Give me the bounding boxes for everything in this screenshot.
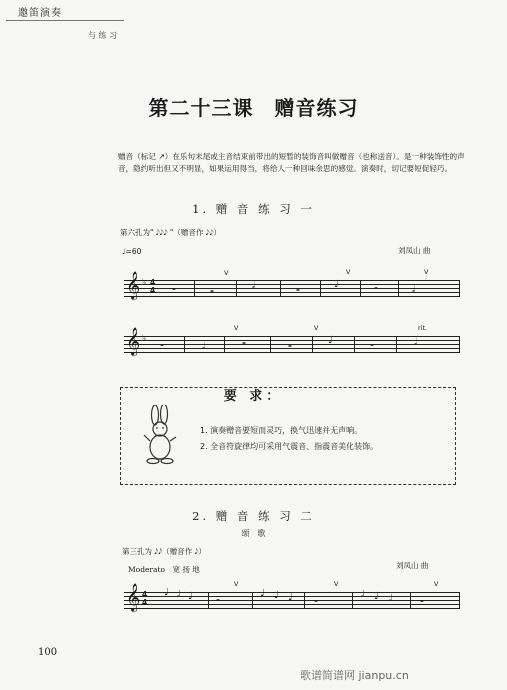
exercise2-title: 2. 赠 音 练 习 二 <box>192 509 315 523</box>
note: ♩ <box>260 588 265 599</box>
note: 𝅝 <box>216 593 220 604</box>
note: ♩ <box>164 587 169 598</box>
breath-mark: V <box>314 324 319 332</box>
note: 𝅝 <box>374 281 378 292</box>
note: ♩ <box>334 279 339 290</box>
note: 𝅝 <box>314 594 318 605</box>
breath-mark: V <box>334 580 339 588</box>
treble-clef-icon: 𝄞 <box>126 271 141 299</box>
note: ♩ <box>274 590 279 601</box>
staff-1 <box>124 268 460 299</box>
note: ♩ <box>328 335 333 346</box>
requirement-item: 1. 演奏赠音要短而灵巧，换气迅速并无声响。 <box>200 426 363 435</box>
exercise1-tempo: ♩=60 <box>122 247 142 256</box>
note: 𝅝 <box>420 594 424 605</box>
lesson-title: 第二十三课 赠音练习 <box>148 96 359 120</box>
note: ♩ <box>374 591 379 602</box>
exercise2-fingering: 第三孔为 𝅘𝅥𝅮𝅘𝅥𝅮（赠音作 𝅘𝅥𝅮） <box>122 547 206 556</box>
note: ♩ <box>188 591 193 602</box>
book-title: 邀笛演奏 <box>18 8 62 19</box>
note: ♩ <box>360 589 365 600</box>
requirements-title: 要 求： <box>223 389 284 404</box>
breath-mark: V <box>234 580 239 588</box>
note: 𝅝 <box>296 283 300 294</box>
breath-mark: V <box>346 268 351 276</box>
note: 𝅝 <box>242 336 246 347</box>
book-subtitle: 与 练 习 <box>88 31 118 40</box>
note: ♩ <box>388 593 393 604</box>
breath-mark: V <box>234 324 239 332</box>
note: 𝅝 <box>160 338 164 349</box>
header-rule <box>6 20 124 21</box>
time-signature: 4 4 <box>142 590 148 607</box>
rabbit-illustration-icon <box>140 405 180 467</box>
note: 𝅗𝅥 <box>202 341 206 352</box>
note: 𝅗𝅥 <box>412 284 416 295</box>
breath-mark: V <box>424 268 429 276</box>
exercise1-composer: 刘凤山 曲 <box>398 246 431 255</box>
treble-clef-icon: 𝄞 <box>126 327 141 355</box>
note: 𝅝 <box>370 338 374 349</box>
note: 𝅝 <box>210 284 214 295</box>
exercise2-tempo: Moderato 宽 扬 地 <box>128 565 200 574</box>
ritardando-mark: rit. <box>418 324 428 332</box>
intro-paragraph: 赠音（标记 ↗）在乐句末尾或主音结束前带出的短暂的装饰音叫做赠音（也称送音）。是一种装饰性的声音，隐约听出但又不明显，如果运用得当，将给人一种回味余思的感觉。演奏时，切记要短促轻巧。 <box>118 152 465 173</box>
flat-key-signature: ♭ <box>142 334 147 344</box>
flat-key-signature: ♭ <box>142 278 147 288</box>
note: ♩ <box>288 592 293 603</box>
note: 𝅗𝅥 <box>414 337 418 348</box>
watermark: 歌谱简谱网 jianpu.cn <box>300 669 409 682</box>
breath-mark: V <box>434 580 439 588</box>
treble-clef-icon: 𝄞 <box>126 583 141 611</box>
time-signature: 4 4 <box>150 278 156 295</box>
exercise2-subtitle: 颂 歌 <box>241 529 266 538</box>
breath-mark: V <box>224 269 229 277</box>
note: 𝅗𝅥 <box>252 280 256 291</box>
exercise1-title: 1. 赠 音 练 习 一 <box>192 202 315 216</box>
staff-3 <box>124 580 460 611</box>
exercise2-composer: 刘凤山 曲 <box>396 561 429 570</box>
staff-2 <box>124 324 460 355</box>
note: ♩ <box>176 589 181 600</box>
page-number: 100 <box>38 647 58 658</box>
note: 𝅝 <box>288 339 292 350</box>
requirement-item: 2. 全音符旋律均可采用气震音、指震音美化装饰。 <box>200 442 379 451</box>
exercise1-fingering: 第六孔为" 𝅘𝅥𝅮𝅘𝅥𝅮𝅘𝅥𝅮 "（赠音作 𝅘𝅥𝅮𝅘𝅥𝅮） <box>120 228 222 237</box>
note: 𝅝 <box>172 282 176 293</box>
